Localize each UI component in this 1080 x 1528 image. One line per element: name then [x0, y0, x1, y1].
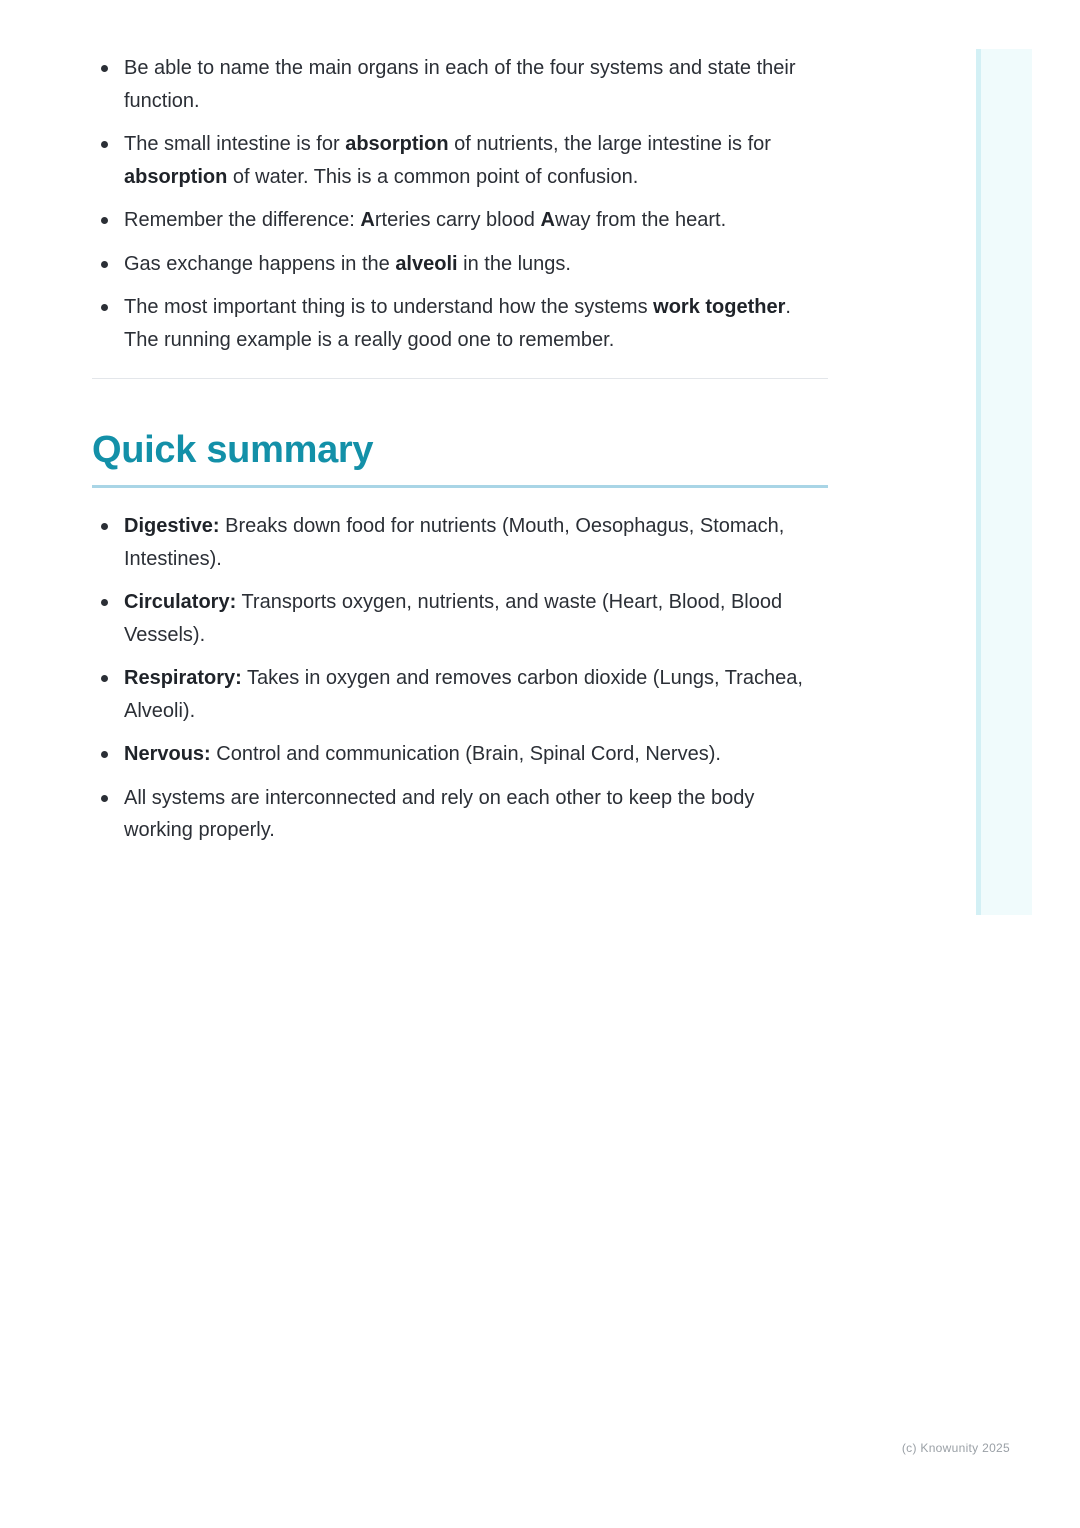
text-run: way from the heart. — [554, 209, 727, 231]
text-run: Be able to name the main organs in each of the four systems and state their function. — [124, 57, 796, 112]
tips-list — [92, 52, 828, 356]
section-title: Quick summary — [92, 429, 374, 471]
list-item — [92, 204, 828, 237]
section-divider — [92, 378, 828, 379]
bold-text: work together — [653, 296, 786, 318]
text-run: Takes in oxygen and removes carbon dioxide (Lungs, Trachea, Alveoli). — [124, 667, 803, 722]
summary-list — [92, 510, 828, 847]
bold-text: absorption — [124, 165, 228, 188]
list-item — [92, 586, 828, 651]
text-run: in the lungs. — [457, 252, 571, 275]
text-run: of nutrients, the large intestine is for — [448, 133, 771, 155]
bold-text: A — [360, 209, 375, 231]
text-run: . The running example is a really good one to remember. — [124, 296, 791, 351]
list-item — [92, 128, 828, 193]
list-item — [92, 248, 828, 281]
bold-text: absorption — [345, 133, 449, 155]
text-run: All systems are interconnected and rely on each other to keep the body working properly. — [124, 786, 755, 841]
text-run: Transports oxygen, nutrients, and waste (Heart, Blood, Blood Vessels). — [124, 591, 783, 646]
bold-text: Nervous: — [124, 743, 211, 765]
text-run: Gas exchange happens in the — [124, 252, 396, 275]
title-underline — [92, 485, 828, 488]
text-run: The small intestine is for — [124, 133, 346, 155]
list-item — [92, 738, 828, 771]
text-run: Breaks down food for nutrients (Mouth, Oesophagus, Stomach, Intestines). — [124, 515, 785, 570]
text-run: The most important thing is to understand how the systems — [124, 296, 654, 318]
list-item — [92, 291, 828, 356]
text-run: Control and communication (Brain, Spinal Cord, Nerves). — [210, 743, 721, 765]
document-content — [92, 52, 828, 858]
bold-text: Circulatory: — [124, 591, 237, 613]
text-run: of water. This is a common point of confusion. — [227, 165, 639, 188]
side-panel — [976, 49, 1032, 915]
list-item — [92, 662, 828, 727]
bold-text: Digestive: — [124, 515, 220, 537]
bold-text: alveoli — [395, 252, 458, 275]
text-run: rteries carry blood — [374, 209, 541, 231]
list-item — [92, 510, 828, 575]
bold-text: A — [540, 209, 555, 231]
list-item — [92, 52, 828, 117]
bold-text: Respiratory: — [124, 667, 242, 689]
copyright-footer: (c) Knowunity 2025 — [901, 1441, 1010, 1455]
text-run: Remember the difference: — [124, 209, 361, 231]
list-item — [92, 782, 828, 847]
